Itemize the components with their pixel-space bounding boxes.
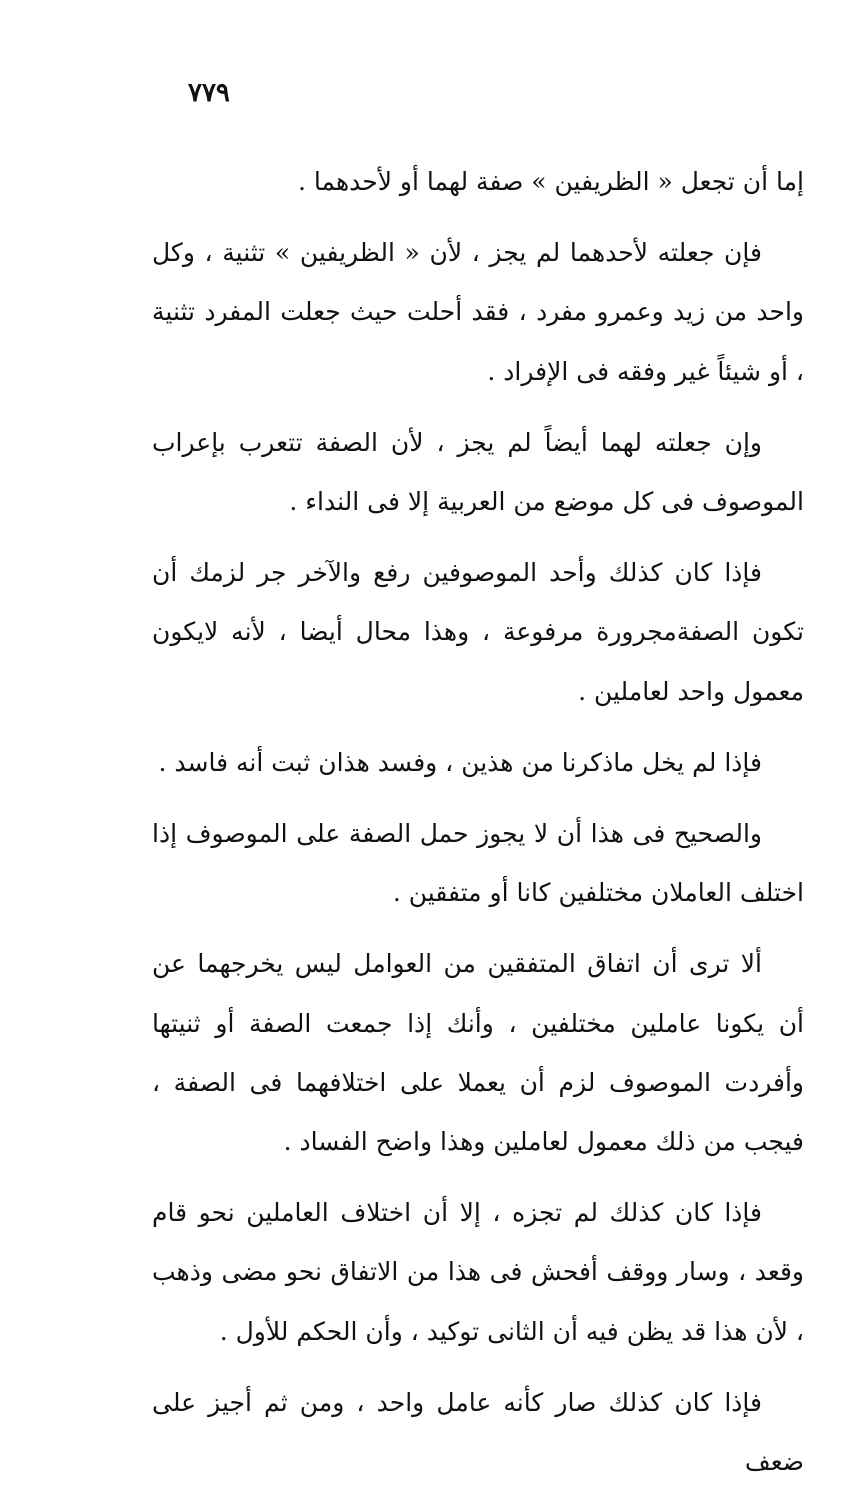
paragraph-9: فإذا كان كذلك صار كأنه عامل واحد ، ومن ثم أجيز على ضعف	[152, 1387, 804, 1477]
paragraph-5: فإذا لم يخل ماذكرنا من هذين ، وفسد هذان ثبت أنه فاسد .	[158, 747, 762, 777]
page-number: ٧٧٩	[188, 78, 230, 108]
paragraph-1: إما أن تجعل « الظريفين » صفة لهما أو لأحدهما .	[298, 167, 804, 196]
paragraph-2: فإن جعلته لأحدهما لم يجز ، لأن « الظريفين » تثنية ، وكل واحد من زيد وعمرو مفرد ، فقد أحلت حيث جعلت المفرد تثنية ، أو شيئاً غير وفقه فى الإفراد .	[152, 238, 804, 386]
paragraph-7: ألا ترى أن اتفاق المتفقين من العوامل ليس يخرجهما عن أن يكونا عاملين مختلفين ، وأنك إذا جمعت الصفة أو ثنيتها وأفردت الموصوف لزم أن يعملا على اختلافهما فى الصفة ، فيجب من ذلك معمول لعاملين وهذا واضح الفساد .	[152, 949, 804, 1157]
paragraph-3: وإن جعلته لهما أيضاً لم يجز ، لأن الصفة تتعرب بإعراب الموصوف فى كل موضع من العربية إلا فى النداء .	[152, 427, 804, 517]
paragraph-6: والصحيح فى هذا أن لا يجوز حمل الصفة على الموصوف إذا اختلف العاملان مختلفين كانا أو متفقين .	[152, 819, 804, 908]
paragraph-4: فإذا كان كذلك وأحد الموصوفين رفع والآخر جر لزمك أن تكون الصفةمجرورة مرفوعة ، وهذا محال أيضا ، لأنه لايكون معمول واحد لعاملين .	[152, 558, 804, 706]
body-text	[152, 152, 804, 1491]
paragraph-8: فإذا كان كذلك لم تجزه ، إلا أن اختلاف العاملين نحو قام وقعد ، وسار ووقف أفحش فى هذا من الاتفاق نحو مضى وذهب ، لأن هذا قد يظن فيه أن الثانى توكيد ، وأن الحكم للأول .	[152, 1198, 804, 1346]
